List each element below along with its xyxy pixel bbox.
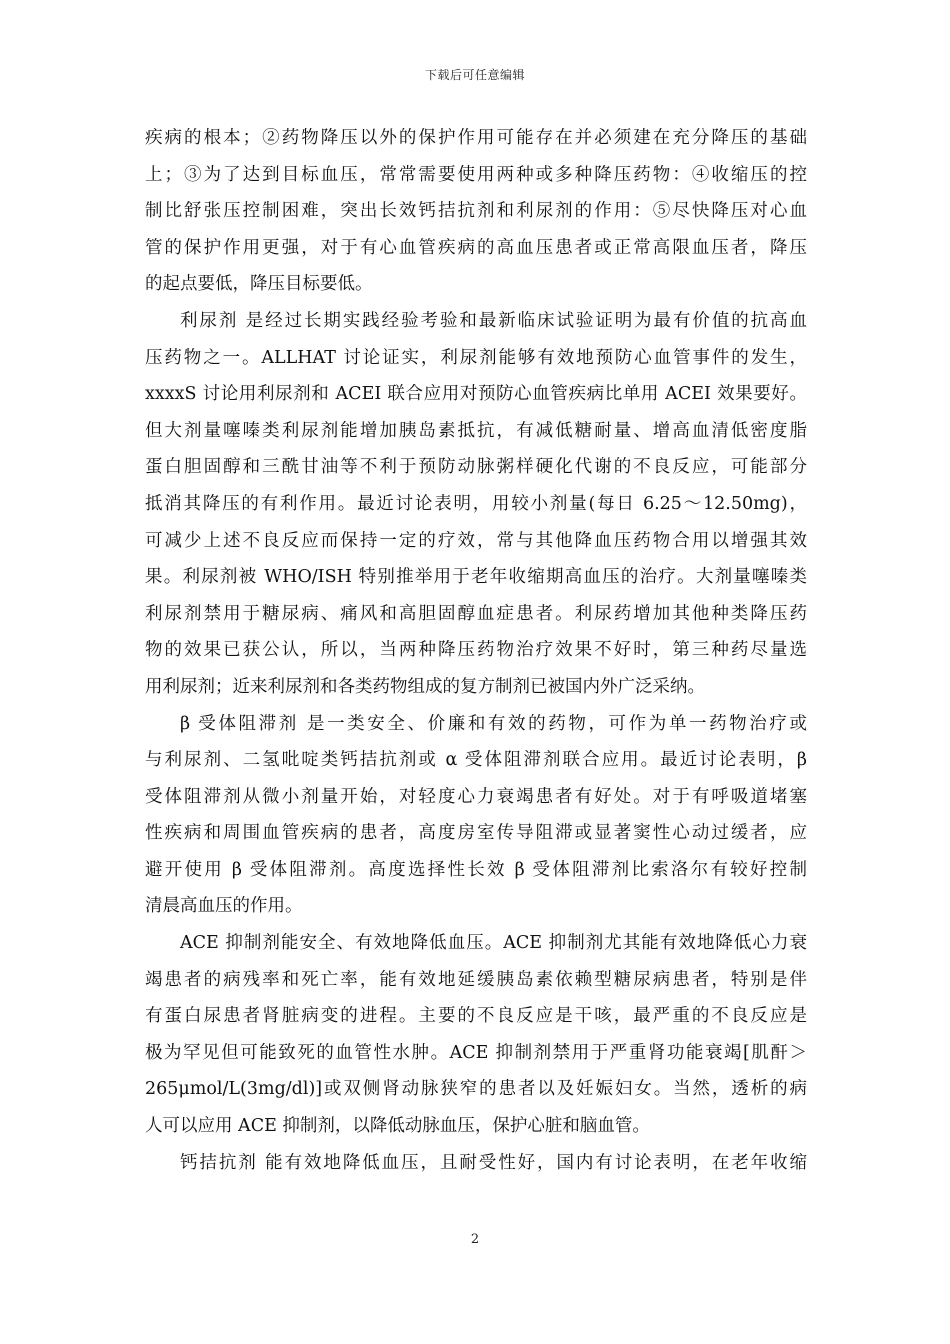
text-line: 人可以应用 ACE 抑制剂，以降低动脉血压，保护心脏和脑血管。 [145,1116,650,1137]
text-line: 利尿剂禁用于糖尿病、痛风和高胆固醇血症患者。利尿药增加其他种类降压药 [145,603,807,624]
text-line: 与利尿剂、二氢吡啶类钙拮抗剂或 α 受体阻滞剂联合应用。最近讨论表明，β [145,750,807,771]
text-line: 避开使用 β 受体阻滞剂。高度选择性长效 β 受体阻滞剂比索洛尔有较好控制 [145,859,807,880]
text-line: 物的效果已获公认，所以，当两种降压药物治疗效果不好时，第三种药尽量选 [145,640,807,661]
text-line: 265μmol/L(3mg/dl)]或双侧肾动脉狭窄的患者以及妊娠妇女。当然，透析的病 [145,1079,807,1100]
text-line: 的起点要低，降压目标要低。 [145,274,373,295]
text-line: 压药物之一。ALLHAT 讨论证实，利尿剂能够有效地预防心血管事件的发生， [145,347,807,368]
paragraph-calcium-antagonists [145,1145,807,1182]
page-number: 2 [470,1232,480,1247]
text-line: 但大剂量噻嗪类利尿剂能增加胰岛素抵抗，有减低糖耐量、增高血清低密度脂 [145,420,807,441]
paragraph-ace-inhibitors [145,925,807,1145]
text-line: 受体阻滞剂从微小剂量开始，对轻度心力衰竭患者有好处。对于有呼吸道堵塞 [145,786,807,807]
text-line: 钙拮抗剂 能有效地降低血压，且耐受性好，国内有讨论表明，在老年收缩 [180,1152,807,1173]
text-line: 清晨高血压的作用。 [145,896,303,917]
text-line: 制比舒张压控制困难，突出长效钙拮抗剂和利尿剂的作用：⑤尽快降压对心血 [145,201,807,222]
text-line: 果。利尿剂被 WHO/ISH 特别推举用于老年收缩期高血压的治疗。大剂量噻嗪类 [145,567,807,588]
text-line: 性疾病和周围血管疾病的患者，高度房室传导阻滞或显著窦性心动过缓者，应 [145,823,807,844]
text-line: 抵消其降压的有利作用。最近讨论表明，用较小剂量(每日 6.25～12.50mg)， [145,493,807,514]
text-line: 疾病的根本；②药物降压以外的保护作用可能存在并必须建在充分降压的基础 [145,128,807,148]
paragraph-beta-blockers [145,706,807,926]
text-line: 极为罕见但可能致死的血管性水肿。ACE 抑制剂禁用于严重肾功能衰竭[肌酐＞ [145,1042,807,1063]
text-line: β 受体阻滞剂 是一类安全、价廉和有效的药物，可作为单一药物治疗或 [180,713,807,734]
text-line: 有蛋白尿患者肾脏病变的进程。主要的不良反应是干咳，最严重的不良反应是 [145,1006,807,1027]
text-line: 管的保护作用更强，对于有心血管疾病的高血压患者或正常高限血压者，降压 [145,237,807,258]
text-line: xxxxS 讨论用利尿剂和 ACEI 联合应用对预防心血管疾病比单用 ACEI 效果要好。 [145,384,807,405]
text-line: 蛋白胆固醇和三酰甘油等不利于预防动脉粥样硬化代谢的不良反应，可能部分 [145,457,807,478]
text-line: 用利尿剂；近来利尿剂和各类药物组成的复方制剂已被国内外广泛采纳。 [145,676,705,697]
paragraph-1 [145,120,807,303]
document-body [145,120,807,1181]
text-line: 竭患者的病残率和死亡率，能有效地延缓胰岛素依赖型糖尿病患者，特别是伴 [145,969,807,990]
text-line: 上；③为了达到目标血压，常常需要使用两种或多种降压药物：④收缩压的控 [145,164,807,185]
paragraph-diuretics [145,303,807,706]
text-line: 可减少上述不良反应而保持一定的疗效，常与其他降血压药物合用以增强其效 [145,530,807,551]
text-line: 利尿剂 是经过长期实践经验考验和最新临床试验证明为最有价值的抗高血 [180,310,807,331]
text-line: ACE 抑制剂能安全、有效地降低血压。ACE 抑制剂尤其能有效地降低心力衰 [180,933,807,954]
header-note: 下载后可任意编辑 [424,68,525,82]
